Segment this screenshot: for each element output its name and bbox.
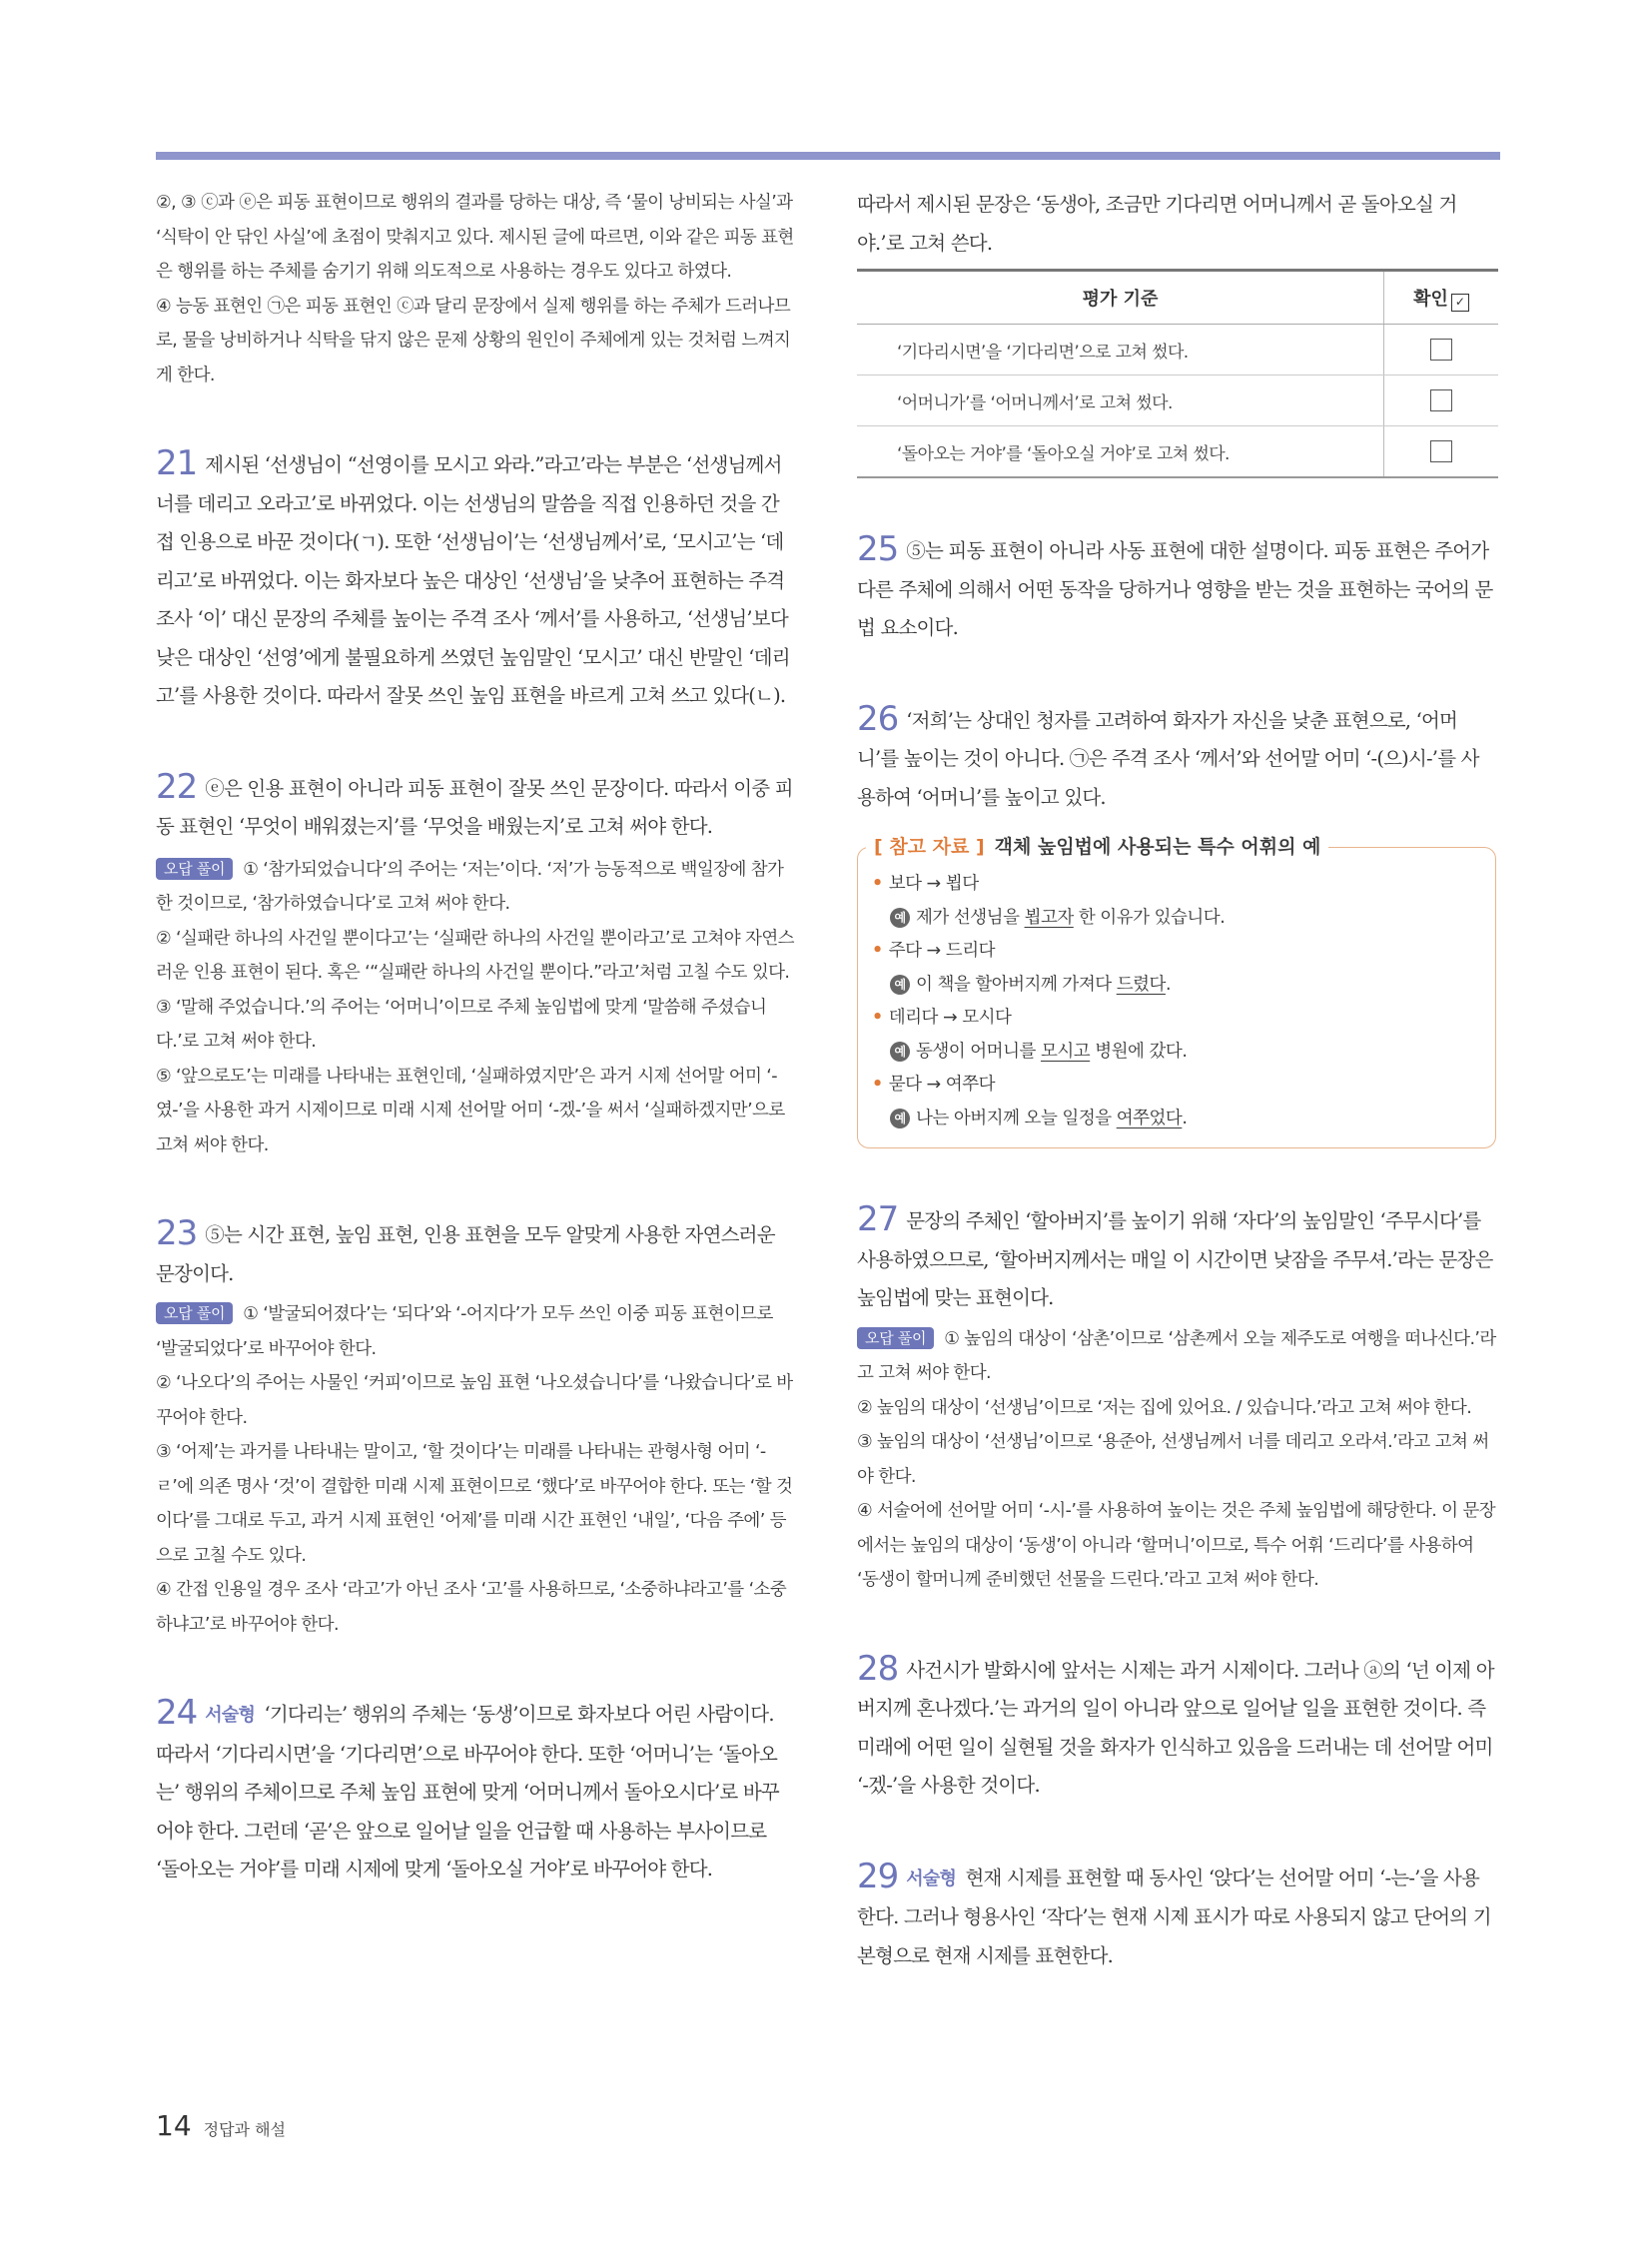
question-number: 26 xyxy=(857,698,899,739)
answer-text: 현재 시제를 표현할 때 동사인 ‘앉다’는 선어말 어미 ‘-는-’을 사용한다. 그러나 형용사인 ‘작다’는 현재 시제 표시가 따로 사용되지 않고 단어의 기본형으로 현재 시제를 표현한다. xyxy=(857,1866,1491,1967)
explanation: ① 높임의 대상이 ‘삼촌’이므로 ‘삼촌께서 오늘 제주도로 여행을 떠나신다.’라고 고쳐 써야 한다. xyxy=(857,1328,1496,1383)
checkbox[interactable] xyxy=(1430,389,1452,411)
right-column xyxy=(857,186,1496,1975)
answer-text: ‘기다리는’ 행위의 주체는 ‘동생’이므로 화자보다 어린 사람이다. 따라서 ‘기다리시면’을 ‘기다리면’으로 바꾸어야 한다. 또한 ‘어머니’는 ‘돌아오는’ 행위의 주체이므로 주체 높임 표현에 맞게 ‘어머니께서 돌아오시다’로 바꾸어야 한다. 그런데 ‘곧’은 앞으로 일어날 일을 언급할 때 사용하는 부사이므로 ‘돌아오는 거야’를 미래 시제에 맞게 ‘돌아오실 거야’로 바꾸어야 한다. xyxy=(156,1703,779,1880)
question-number: 28 xyxy=(857,1648,899,1689)
criteria-cell: ‘돌아오는 거야’를 ‘돌아오실 거야’로 고쳐 썼다. xyxy=(857,426,1384,478)
answer-22 xyxy=(156,768,795,1163)
answer-27 xyxy=(857,1200,1496,1598)
page-footer xyxy=(156,2109,286,2142)
explanation: ② 높임의 대상이 ‘선생님’이므로 ‘저는 집에 있어요. / 있습니다.’라고 고쳐 써야 한다. xyxy=(857,1397,1472,1418)
descriptive-tag: 서술형 xyxy=(205,1705,256,1726)
honorific-word: 묻다 → 여쭈다 xyxy=(888,1075,996,1095)
left-column xyxy=(156,186,795,1889)
example-icon: 예 xyxy=(890,975,910,995)
answer-text: 문장의 주체인 ‘할아버지’를 높이기 위해 ‘자다’의 높임말인 ‘주무시다’를 사용하였으므로, ‘할아버지께서는 매일 이 시간이면 낮잠을 주무셔.’라는 문장은 높임법에 맞는 표현이다. xyxy=(857,1209,1493,1309)
answer-24 xyxy=(156,1694,795,1889)
answer-text: ⑤는 시간 표현, 높임 표현, 인용 표현을 모두 알맞게 사용한 자연스러운 문장이다. xyxy=(156,1223,775,1285)
answer-24-conclusion: 따라서 제시된 문장은 ‘동생아, 조금만 기다리면 어머니께서 곧 돌아오실 거야.’로 고쳐 쓴다. xyxy=(857,193,1457,255)
question-number: 29 xyxy=(857,1856,899,1896)
honorific-word: 데리다 → 모시다 xyxy=(888,1008,1012,1028)
criteria-cell: ‘기다리시면’을 ‘기다리면’으로 고쳐 썼다. xyxy=(857,325,1384,375)
page-number: 14 xyxy=(156,2109,192,2142)
question-number: 27 xyxy=(857,1199,899,1239)
footer-label: 정답과 해설 xyxy=(203,2120,287,2139)
table-row xyxy=(857,325,1498,375)
answer-21 xyxy=(156,444,795,716)
reference-box: [ 참고 자료 ] 객체 높임법에 사용되는 특수 어휘의 예 • 보다 → 뵙다 예 제가 선생님을 뵙고자 한 이유가 있습니다. • 주다 → 드리다 예 이 책을 할아버지께 가져다 드렸다. • 데리다 → 모시다 예 동생이 어머니를 모시고 병원에 갔다. • 묻다 → 여쭈다 예 나는 아버지께 오늘 일정을 여쭈었다. xyxy=(857,847,1496,1148)
answer-text: ⑤는 피동 표현이 아니라 사동 표현에 대한 설명이다. 피동 표현은 주어가 다른 주체에 의해서 어떤 동작을 당하거나 영향을 받는 것을 표현하는 국어의 문법 요소이다. xyxy=(857,539,1493,639)
table-row xyxy=(857,375,1498,426)
answer-25 xyxy=(857,530,1496,648)
wrong-answer-badge: 오답 풀이 xyxy=(156,1302,233,1324)
example-icon: 예 xyxy=(890,1109,910,1128)
evaluation-table xyxy=(857,269,1498,478)
explanation: ③ ‘말해 주었습니다.’의 주어는 ‘어머니’이므로 주체 높임법에 맞게 ‘말씀해 주셨습니다.’로 고쳐 써야 한다. xyxy=(156,997,767,1052)
answer-text: 사건시가 발화시에 앞서는 시제는 과거 시제이다. 그러나 ⓐ의 ‘넌 이제 아버지께 혼나겠다.’는 과거의 일이 아니라 앞으로 일어날 일을 표현한 것이다. 즉 미래에 어떤 일이 실현될 것을 화자가 인식하고 있음을 드러내는 데 선어말 어미 ‘-겠-’을 사용한 것이다. xyxy=(857,1658,1494,1797)
explanation: ⑤ ‘앞으로도’는 미래를 나타내는 표현인데, ‘실패하였지만’은 과거 시제 선어말 어미 ‘-였-’을 사용한 과거 시제이므로 미래 시제 선어말 어미 ‘-겠-’을 써서 ‘실패하겠지만’으로 고쳐 써야 한다. xyxy=(156,1066,785,1155)
explanation: ④ 서술어에 선어말 어미 ‘-시-’를 사용하여 높이는 것은 주체 높임법에 해당한다. 이 문장에서는 높임의 대상이 ‘동생’이 아니라 ‘할머니’이므로, 특수 어휘 ‘드리다’를 사용하여 ‘동생이 할머니께 준비했던 선물을 드린다.’라고 고쳐 써야 한다. xyxy=(857,1501,1496,1590)
wrong-answer-badge: 오답 풀이 xyxy=(156,858,233,880)
question-number: 22 xyxy=(156,766,198,807)
question-number: 21 xyxy=(156,443,198,483)
explanation: ② ‘나오다’의 주어는 사물인 ‘커피’이므로 높임 표현 ‘나오셨습니다’를 ‘나왔습니다’로 바꾸어야 한다. xyxy=(156,1373,793,1428)
explanation: ③ 높임의 대상이 ‘선생님’이므로 ‘용준아, 선생님께서 너를 데리고 오라셔.’라고 고쳐 써야 한다. xyxy=(857,1432,1489,1487)
descriptive-tag: 서술형 xyxy=(906,1868,957,1889)
criteria-header: 평가 기준 xyxy=(857,271,1384,325)
answer-text: ‘저희’는 상대인 청자를 고려하여 화자가 자신을 낮춘 표현으로, ‘어머니’를 높이는 것이 아니다. ㉠은 주격 조사 ‘께서’와 선어말 어미 ‘-(으)시-’를 사용하여 ‘어머니’를 높이고 있다. xyxy=(857,708,1479,809)
explanation: ① ‘참가되었습니다’의 주어는 ‘저는’이다. ‘저’가 능동적으로 백일장에 참가한 것이므로, ‘참가하였습니다’로 고쳐 써야 한다. xyxy=(156,859,784,914)
wrong-answer-badge: 오답 풀이 xyxy=(857,1327,934,1349)
reference-title: [ 참고 자료 ] 객체 높임법에 사용되는 특수 어휘의 예 xyxy=(866,832,1328,859)
explanation: ④ 간접 인용일 경우 조사 ‘라고’가 아닌 조사 ‘고’를 사용하므로, ‘소중하냐라고’를 ‘소중하냐고’로 바꾸어야 한다. xyxy=(156,1580,787,1635)
question-number: 25 xyxy=(857,529,899,569)
criteria-cell: ‘어머니가’를 ‘어머니께서’로 고쳐 썼다. xyxy=(857,375,1384,426)
check-header: 확인 ✓ xyxy=(1384,271,1499,325)
example-icon: 예 xyxy=(890,908,910,928)
question-number: 23 xyxy=(156,1213,198,1253)
honorific-word: 주다 → 드리다 xyxy=(888,941,996,961)
top-rule xyxy=(156,152,1500,160)
explanation: ③ ‘어제’는 과거를 나타내는 말이고, ‘할 것이다’는 미래를 나타내는 관형사형 어미 ‘-ㄹ’에 의존 명사 ‘것’이 결합한 미래 시제 표현이므로 ‘했다’로 바꾸어야 한다. 또는 ‘할 것이다’를 그대로 두고, 과거 시제 표현인 ‘어제’를 미래 시간 표현인 ‘내일’, ‘다음 주에’ 등으로 고칠 수도 있다. xyxy=(156,1442,793,1566)
question-number: 24 xyxy=(156,1693,198,1733)
checkbox[interactable] xyxy=(1430,339,1452,361)
honorific-word: 보다 → 뵙다 xyxy=(888,874,979,894)
checkbox[interactable] xyxy=(1430,440,1452,462)
answer-text: ⓔ은 인용 표현이 아니라 피동 표현이 잘못 쓰인 문장이다. 따라서 이중 피동 표현인 ‘무엇이 배워졌는지’를 ‘무엇을 배웠는지’로 고쳐 써야 한다. xyxy=(156,776,793,838)
intro-explanation-1: ②, ③ ⓒ과 ⓔ은 피동 표현이므로 행위의 결과를 당하는 대상, 즉 ‘물이 낭비되는 사실’과 ‘식탁이 안 닦인 사실’에 초점이 맞춰지고 있다. 제시된 글에 따르면, 이와 같은 피동 표현은 행위를 하는 주체를 숨기기 위해 의도적으로 사용하는 경우도 있다고 하였다. xyxy=(156,193,794,282)
answer-text: 제시된 ‘선생님이 “선영이를 모시고 와라.”라고’라는 부분은 ‘선생님께서 너를 데리고 오라고’로 바뀌었다. 이는 선생님의 말씀을 직접 인용하던 것을 간접 인용으로 바꾼 것이다(ㄱ). 또한 ‘선생님이’는 ‘선생님께서’로, ‘모시고’는 ‘데리고’로 바뀌었다. 이는 화자보다 높은 대상인 ‘선생님’을 낮추어 표현하는 주격 조사 ‘이’ 대신 문장의 주체를 높이는 주격 조사 ‘께서’를 사용하고, ‘선생님’보다 낮은 대상인 ‘선영’에게 불필요하게 쓰였던 높임말인 ‘모시고’ 대신 반말인 ‘데리고’를 사용한 것이다. 따라서 잘못 쓰인 높임 표현을 바르게 고쳐 쓰고 있다(ㄴ). xyxy=(156,453,790,707)
table-row xyxy=(857,426,1498,478)
example-icon: 예 xyxy=(890,1042,910,1062)
answer-29 xyxy=(857,1858,1496,1976)
answer-26 xyxy=(857,700,1496,818)
answer-28 xyxy=(857,1650,1496,1806)
intro-explanation-2: ④ 능동 표현인 ㉠은 피동 표현인 ⓒ과 달리 문장에서 실제 행위를 하는 주체가 드러나므로, 물을 낭비하거나 식탁을 닦지 않은 문제 상황의 원인이 주체에게 있는 것처럼 느껴지게 한다. xyxy=(156,296,791,385)
explanation: ② ‘실패란 하나의 사건일 뿐이다고’는 ‘실패란 하나의 사건일 뿐이라고’로 고쳐야 자연스러운 인용 표현이 된다. 혹은 ‘“실패란 하나의 사건일 뿐이다.”라고’처럼 고칠 수도 있다. xyxy=(156,928,794,983)
answer-23 xyxy=(156,1214,795,1642)
explanation: ① ‘발굴되어졌다’는 ‘되다’와 ‘-어지다’가 모두 쓰인 이중 피동 표현이므로 ‘발굴되었다’로 바꾸어야 한다. xyxy=(156,1304,773,1359)
check-mark-icon: ✓ xyxy=(1451,294,1469,312)
